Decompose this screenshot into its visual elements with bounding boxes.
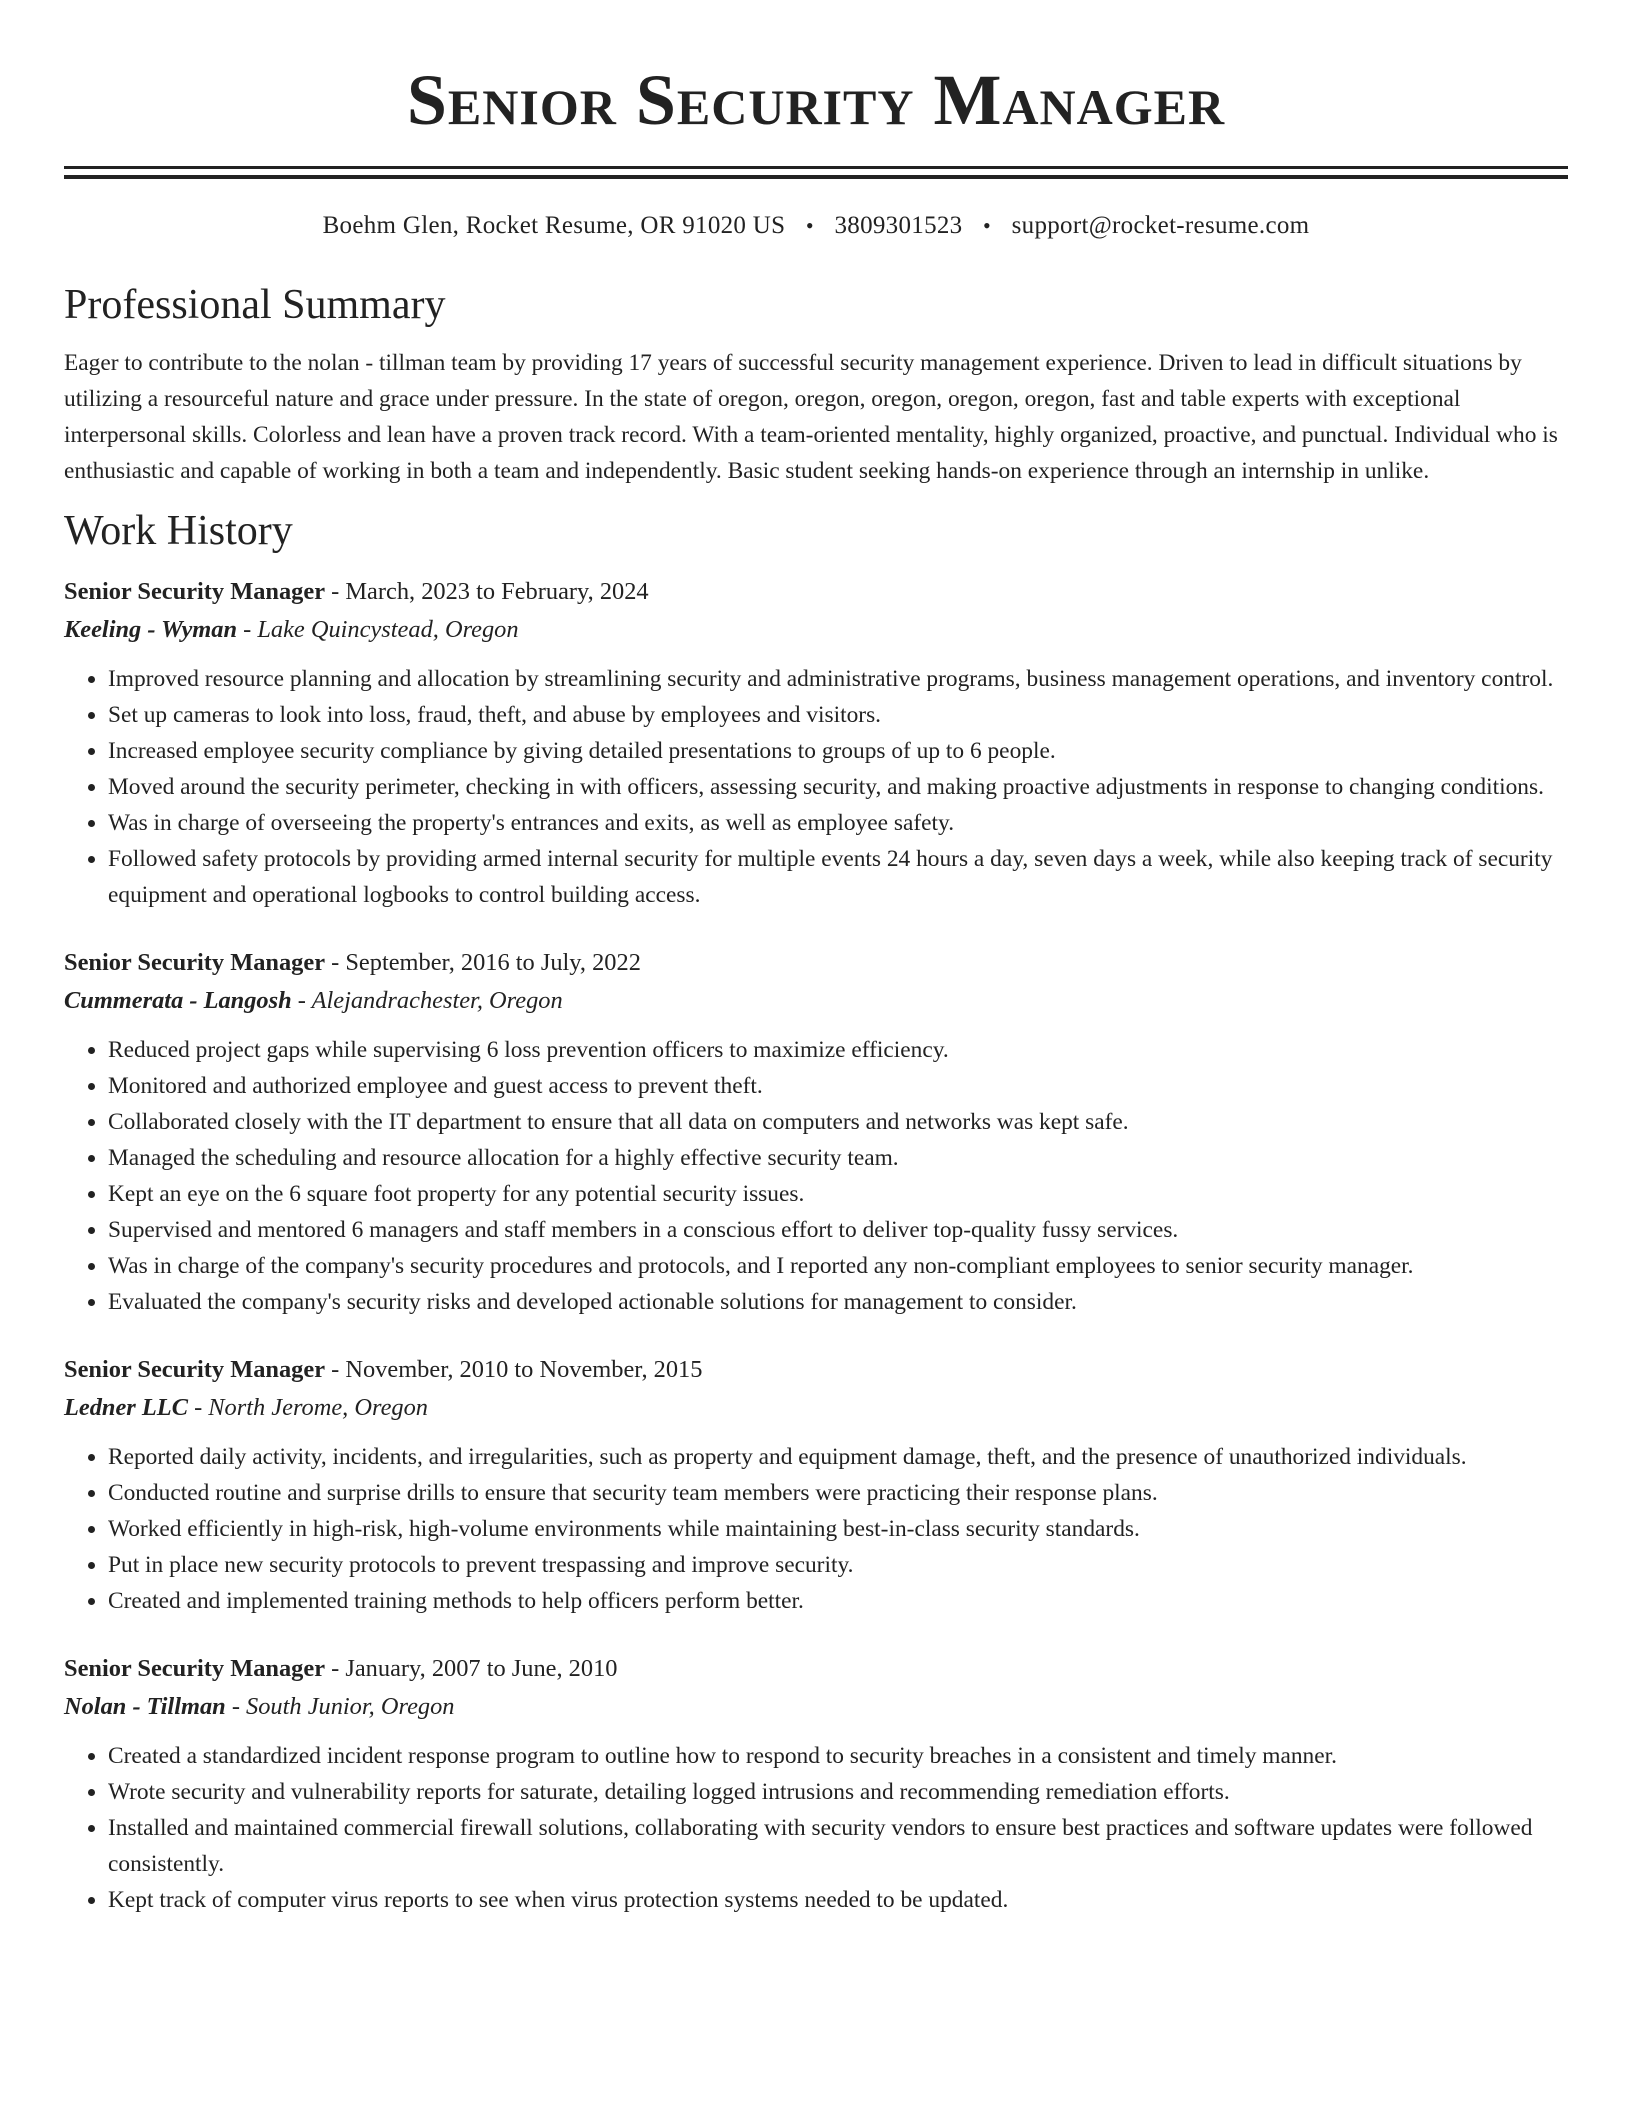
job-bullet: • Put in place new security protocols to prevent trespassing and improve security. [108, 1547, 1568, 1583]
job-role: Senior Security Manager [64, 1655, 326, 1682]
job-title-line [64, 1650, 1568, 1688]
job-bullets [64, 1032, 1568, 1320]
job-bullet: • Set up cameras to look into loss, fraud, theft, and abuse by employees and visitors. [108, 697, 1568, 733]
job-company-line [64, 1389, 1568, 1427]
contact-separator: • [805, 213, 814, 238]
job-bullet: • Evaluated the company's security risks and developed actionable solutions for management to consider. [108, 1284, 1568, 1320]
job-company-line [64, 982, 1568, 1020]
title-divider-bottom [64, 175, 1568, 179]
contact-line [64, 209, 1568, 243]
job-bullet: • Increased employee security compliance by giving detailed presentations to groups of up to 6 people. [108, 733, 1568, 769]
job-company-line [64, 611, 1568, 649]
contact-address: Boehm Glen, Rocket Resume, OR 91020 US [322, 212, 786, 239]
job-bullet: • Supervised and mentored 6 managers and staff members in a conscious effort to deliver top-quality fussy services. [108, 1212, 1568, 1248]
job-role: Senior Security Manager [64, 1356, 326, 1383]
job-bullet: • Collaborated closely with the IT department to ensure that all data on computers and networks was kept safe. [108, 1104, 1568, 1140]
work-history-heading: Work History [64, 508, 293, 554]
job-bullet: • Created and implemented training methods to help officers perform better. [108, 1583, 1568, 1619]
job-company: Nolan - Tillman [64, 1693, 226, 1720]
job-bullet: • Reported daily activity, incidents, and irregularities, such as property and equipment damage, theft, and the presence of unauthorized individuals. [108, 1439, 1568, 1475]
job-bullet: • Conducted routine and surprise drills to ensure that security team members were practicing their response plans. [108, 1475, 1568, 1511]
job-bullet: • Moved around the security perimeter, checking in with officers, assessing security, and making proactive adjustments in response to changing conditions. [108, 769, 1568, 805]
job-dates: - November, 2010 to November, 2015 [325, 1356, 703, 1383]
title-divider-top [64, 166, 1568, 169]
job-role: Senior Security Manager [64, 578, 326, 605]
job-dates: - September, 2016 to July, 2022 [325, 949, 641, 976]
job-bullet: • Followed safety protocols by providing armed internal security for multiple events 24 hours a day, seven days a week, while also keeping track of security equipment and operational logbooks to control building access. [108, 841, 1568, 913]
job-bullet: • Was in charge of the company's security procedures and protocols, and I reported any non-compliant employees to senior security manager. [108, 1248, 1568, 1284]
job-location: - Lake Quincystead, Oregon [237, 616, 519, 643]
job-location: - Alejandrachester, Oregon [291, 987, 563, 1014]
job-title-line [64, 944, 1568, 982]
job-bullets [64, 1439, 1568, 1619]
contact-email: support@rocket-resume.com [1011, 212, 1310, 239]
job-bullet: • Wrote security and vulnerability reports for saturate, detailing logged intrusions and recommending remediation efforts. [108, 1774, 1568, 1810]
resume-page [64, 0, 1568, 1918]
job-bullet: • Worked efficiently in high-risk, high-volume environments while maintaining best-in-class security standards. [108, 1511, 1568, 1547]
job-title-line [64, 573, 1568, 611]
job-company: Cummerata - Langosh [64, 987, 292, 1014]
job-entry [64, 1351, 1568, 1619]
job-company-line [64, 1688, 1568, 1726]
job-company: Ledner LLC [64, 1394, 188, 1421]
job-bullet: • Managed the scheduling and resource allocation for a highly effective security team. [108, 1140, 1568, 1176]
contact-separator: • [983, 213, 992, 238]
job-entry [64, 1650, 1568, 1918]
job-dates: - March, 2023 to February, 2024 [325, 578, 649, 605]
job-bullet: • Kept an eye on the 6 square foot property for any potential security issues. [108, 1176, 1568, 1212]
job-bullets [64, 661, 1568, 913]
job-bullet: • Installed and maintained commercial firewall solutions, collaborating with security vendors to ensure best practices and software updates were followed consistently. [108, 1810, 1568, 1882]
job-title-line [64, 1351, 1568, 1389]
job-company: Keeling - Wyman [64, 616, 238, 643]
resume-title: Senior Security Manager [406, 60, 1226, 140]
job-bullet: • Was in charge of overseeing the property's entrances and exits, as well as employee safety. [108, 805, 1568, 841]
job-entry [64, 573, 1568, 913]
job-bullet: • Improved resource planning and allocation by streamlining security and administrative programs, business management operations, and inventory control. [108, 661, 1568, 697]
job-bullet: • Reduced project gaps while supervising 6 loss prevention officers to maximize efficiency. [108, 1032, 1568, 1068]
job-bullet: • Kept track of computer virus reports to see when virus protection systems needed to be updated. [108, 1882, 1568, 1918]
contact-phone: 3809301523 [834, 212, 963, 239]
job-bullet: • Created a standardized incident response program to outline how to respond to security breaches in a consistent and timely manner. [108, 1738, 1568, 1774]
job-location: - South Junior, Oregon [225, 1693, 455, 1720]
job-dates: - January, 2007 to June, 2010 [325, 1655, 618, 1682]
job-bullets [64, 1738, 1568, 1918]
summary-heading: Professional Summary [64, 282, 446, 328]
job-bullet: • Monitored and authorized employee and guest access to prevent theft. [108, 1068, 1568, 1104]
summary-text: Eager to contribute to the nolan - tillman team by providing 17 years of successful security management experience. Driven to lead in difficult situations by utilizing a resourceful nature and grace under pressure. In the state of oregon, oregon, oregon, oregon, oregon, fast and table experts with exceptional interpersonal skills. Colorless and lean have a proven track record. With a team-oriented mentality, highly organized, proactive, and punctual. Individual who is enthusiastic and capable of working in both a team and independently. Basic student seeking hands-on experience through an internship in unlike. [64, 350, 1558, 484]
job-role: Senior Security Manager [64, 949, 326, 976]
job-entry [64, 944, 1568, 1320]
job-location: - North Jerome, Oregon [187, 1394, 428, 1421]
